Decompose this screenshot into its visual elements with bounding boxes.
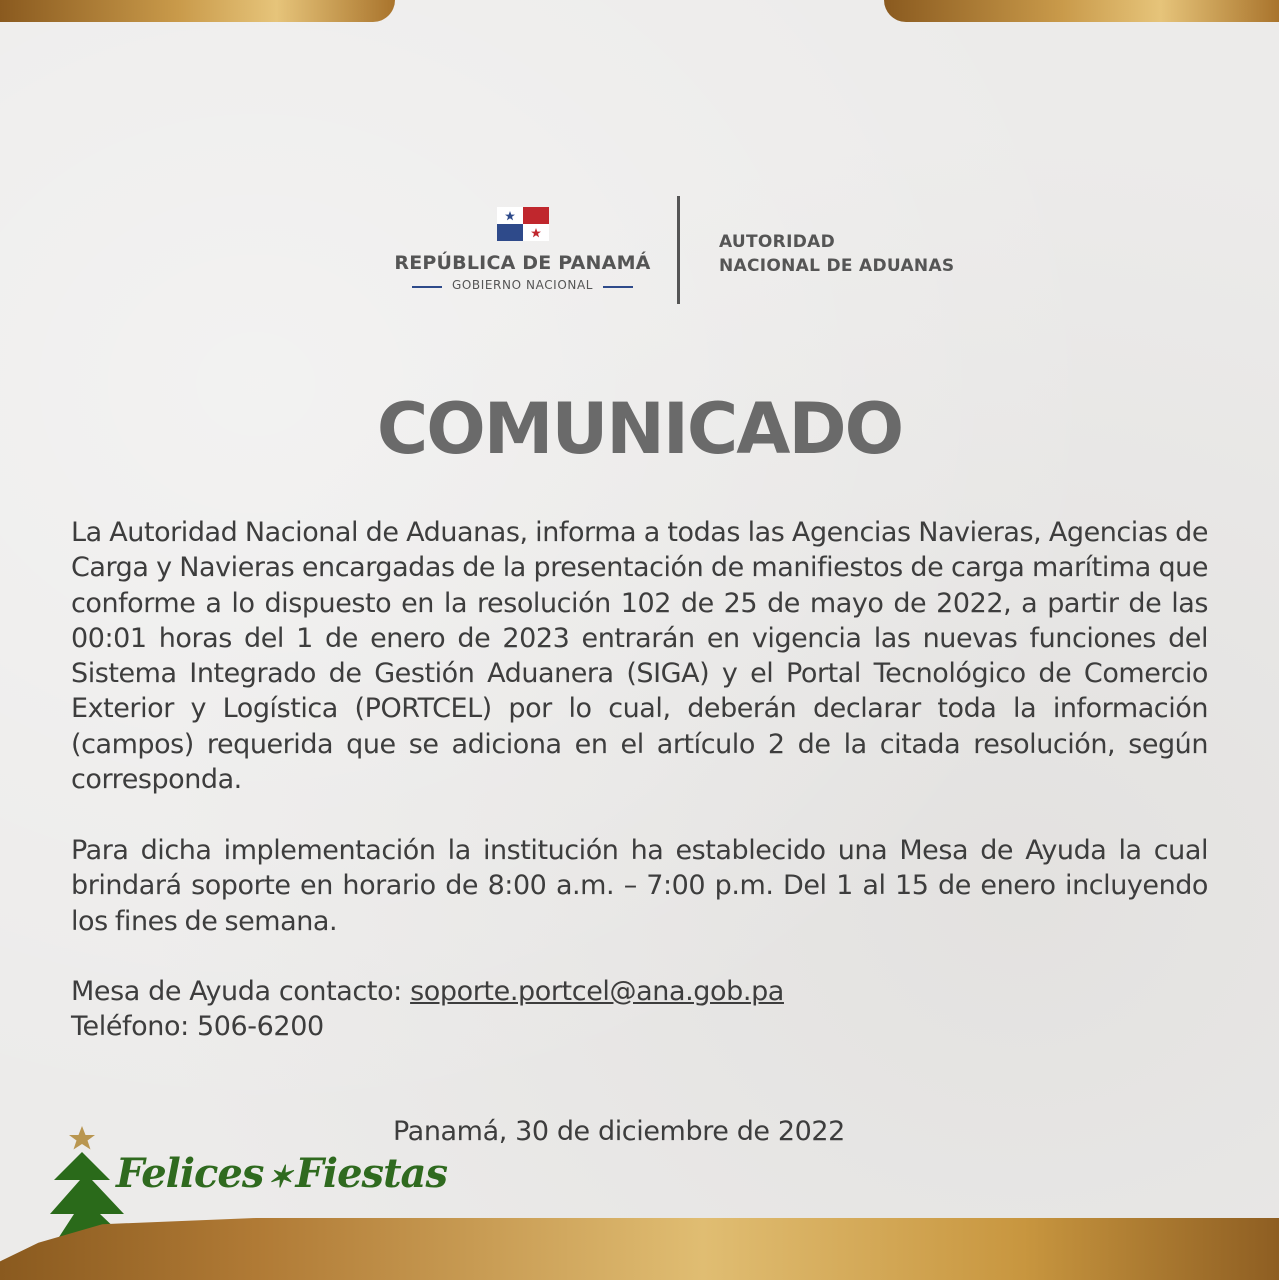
greeting-star-icon: ✶	[267, 1159, 292, 1195]
header-logos	[0, 190, 1279, 310]
panama-flag-icon	[497, 207, 549, 241]
bottom-gold-bar	[0, 1218, 1279, 1280]
contact-phone: Teléfono: 506-6200	[71, 1011, 324, 1042]
agency-name-line2: NACIONAL DE ADUANAS	[719, 256, 955, 276]
felices-fiestas-greeting	[116, 1150, 447, 1197]
document-date: Panamá, 30 de diciembre de 2022	[393, 1116, 845, 1147]
body-paragraph-2: Para dicha implementación la institución ha establecido una Mesa de Ayuda la cual brindará soporte en horario de 8:00 a.m. – 7:00 p.m. Del 1 al 15 de enero incluyendo los fines de semana.	[71, 835, 1208, 937]
government-text: GOBIERNO NACIONAL	[451, 278, 594, 292]
greeting-word-1: Felices	[116, 1150, 264, 1197]
help-desk-contact	[71, 974, 784, 1009]
logo-divider	[677, 196, 680, 304]
greeting-word-2: Fiestas	[295, 1150, 447, 1197]
agency-name-line1: AUTORIDAD	[719, 232, 835, 252]
blue-dash-right	[603, 286, 633, 288]
country-name: REPÚBLICA DE PANAMÁ	[394, 252, 651, 274]
contact-label: Mesa de Ayuda contacto:	[71, 976, 411, 1007]
contact-email-link[interactable]: soporte.portcel@ana.gob.pa	[410, 976, 784, 1007]
top-left-gold-tab	[0, 0, 395, 22]
star-icon	[69, 1126, 95, 1150]
top-right-gold-tab	[884, 0, 1279, 22]
page-title: COMUNICADO	[376, 388, 903, 470]
body-paragraph-1: La Autoridad Nacional de Aduanas, informa a todas las Agencias Navieras, Agencias de Carga y Navieras encargadas de la presentación de manifiestos de carga marítima que conforme a lo dispuesto en la resolución 102 de 25 de mayo de 2022, a partir de las 00:01 horas del 1 de enero de 2023 entrarán en vigencia las nuevas funciones del Sistema Integrado de Gestión Aduanera (SIGA) y el Portal Tecnológico de Comercio Exterior y Logística (PORTCEL) por lo cual, deberán declarar toda la información (campos) requerida que se adiciona en el artículo 2 de la citada resolución, según corresponda.	[71, 517, 1208, 796]
government-label	[405, 278, 640, 294]
